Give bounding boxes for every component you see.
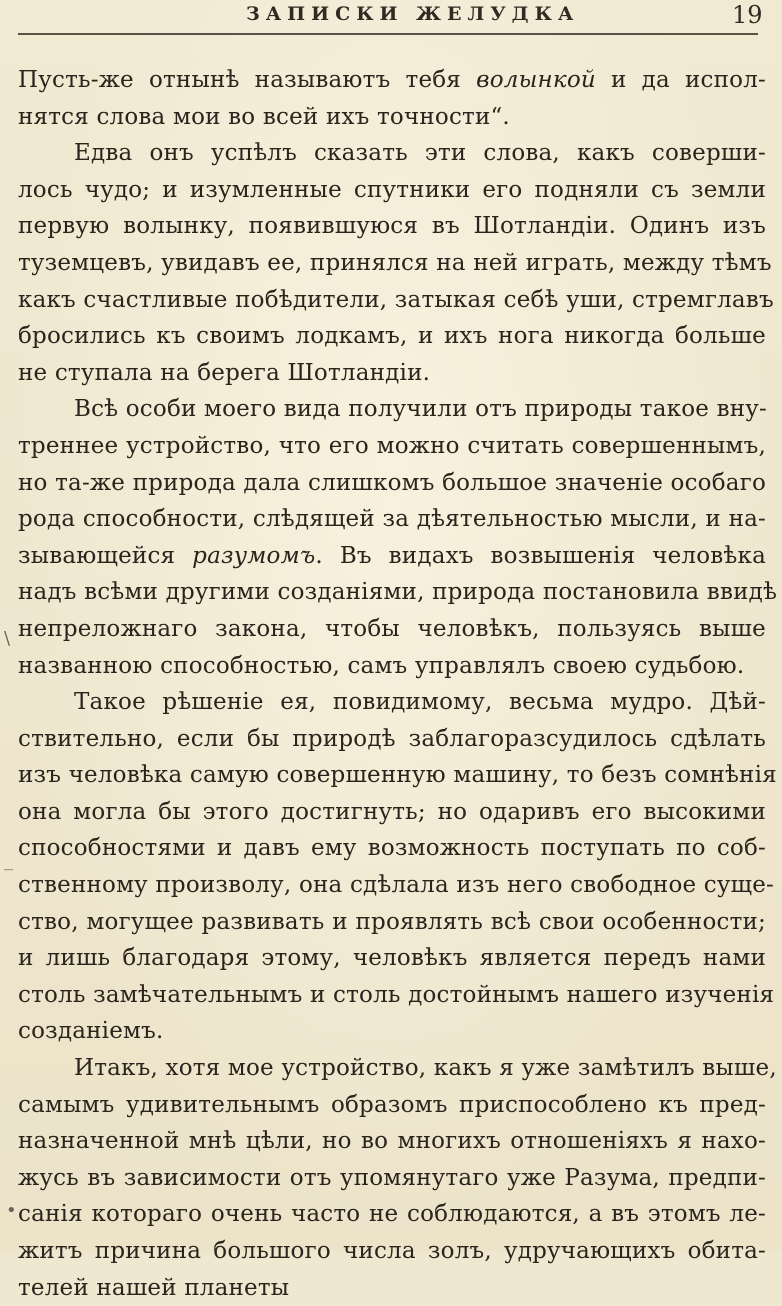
italic-word: разумомъ xyxy=(192,542,316,569)
text-line: житъ причина большого числа золъ, удручающихъ обита- xyxy=(18,1238,766,1264)
text-line: первую волынку, появившуюся въ Шотландіи. Одинъ изъ xyxy=(18,213,766,240)
text-line: не ступала на берега Шотландіи. xyxy=(18,359,431,386)
margin-mark: • xyxy=(6,1200,17,1221)
text-line: рода способности, слѣдящей за дѣятельностью мысли, и на- xyxy=(18,506,766,533)
text-line: Пусть-же отнынѣ называютъ тебя волынкой и да испол- xyxy=(18,67,766,93)
body-text xyxy=(18,62,778,1306)
text-line: лось чудо; и изумленные спутники его подняли съ земли xyxy=(18,176,766,203)
text-line: жусь въ зависимости отъ упомянутаго уже Разума, предпи- xyxy=(18,1164,766,1191)
text-line: надъ всѣми другими созданіями, природа постановила ввидѣ xyxy=(18,579,778,606)
text-line: самымъ удивительнымъ образомъ приспособлено къ пред- xyxy=(18,1091,766,1118)
margin-mark: \ xyxy=(4,628,11,649)
text-line: способностями и давъ ему возможность поступать по соб- xyxy=(18,835,766,862)
text-line: нятся слова мои во всей ихъ точности“. xyxy=(18,103,510,130)
text-line: санія котораго очень часто не соблюдаются, а въ этомъ ле- xyxy=(18,1201,766,1228)
text-line: она могла бы этого достигнуть; но одаривъ его высокими xyxy=(18,798,766,825)
text-line: Такое рѣшеніе ея, повидимому, весьма мудро. Дѣй- xyxy=(74,689,766,716)
italic-word: волынкой xyxy=(476,67,596,93)
text-line: непреложнаго закона, чтобы человѣкъ, пользуясь выше xyxy=(18,615,766,642)
page-number: 19 xyxy=(732,1,763,29)
text-line: столь замѣчательнымъ и столь достойнымъ нашего изученія xyxy=(18,981,775,1008)
text-line: и лишь благодаря этому, человѣкъ является передъ нами xyxy=(18,945,766,972)
text-line: ство, могущее развивать и проявлять всѣ свои особенности; xyxy=(18,908,766,935)
text-line: бросились къ своимъ лодкамъ, и ихъ нога никогда больше xyxy=(18,323,766,350)
page-header xyxy=(0,0,782,38)
text-line: ствительно, если бы природѣ заблагоразсудилось сдѣлать xyxy=(18,725,766,752)
text-line: телей нашей планеты xyxy=(18,1274,290,1301)
margin-mark: _ xyxy=(4,850,13,871)
text-line: зывающейся разумомъ. Въ видахъ возвышенія человѣка xyxy=(18,542,766,569)
text-line: но та-же природа дала слишкомъ большое значеніе особаго xyxy=(18,469,766,496)
text-line: назначенной мнѣ цѣли, но во многихъ отношеніяхъ я нахо- xyxy=(18,1128,766,1155)
text-line: Итакъ, хотя мое устройство, какъ я уже замѣтилъ выше, xyxy=(74,1055,777,1082)
text-line: Едва онъ успѣлъ сказать эти слова, какъ соверши- xyxy=(74,140,766,167)
text-line: названною способностью, самъ управлялъ своею судьбою. xyxy=(18,652,745,679)
text-line: ственному произволу, она сдѣлала изъ него свободное суще- xyxy=(18,872,774,899)
text-line: какъ счастливые побѣдители, затыкая себѣ уши, стремглавъ xyxy=(18,286,774,313)
text-line: изъ человѣка самую совершенную машину, то безъ сомнѣнія xyxy=(18,762,777,789)
text-line: туземцевъ, увидавъ ее, принялся на ней играть, между тѣмъ xyxy=(18,249,772,276)
header-rule xyxy=(18,33,758,35)
text-line: созданіемъ. xyxy=(18,1018,164,1045)
text-line: Всѣ особи моего вида получили отъ природы такое вну- xyxy=(74,396,767,423)
text-line: треннее устройство, что его можно считать совершеннымъ, xyxy=(18,432,766,459)
running-title: ЗАПИСКИ ЖЕЛУДКА xyxy=(246,3,580,25)
